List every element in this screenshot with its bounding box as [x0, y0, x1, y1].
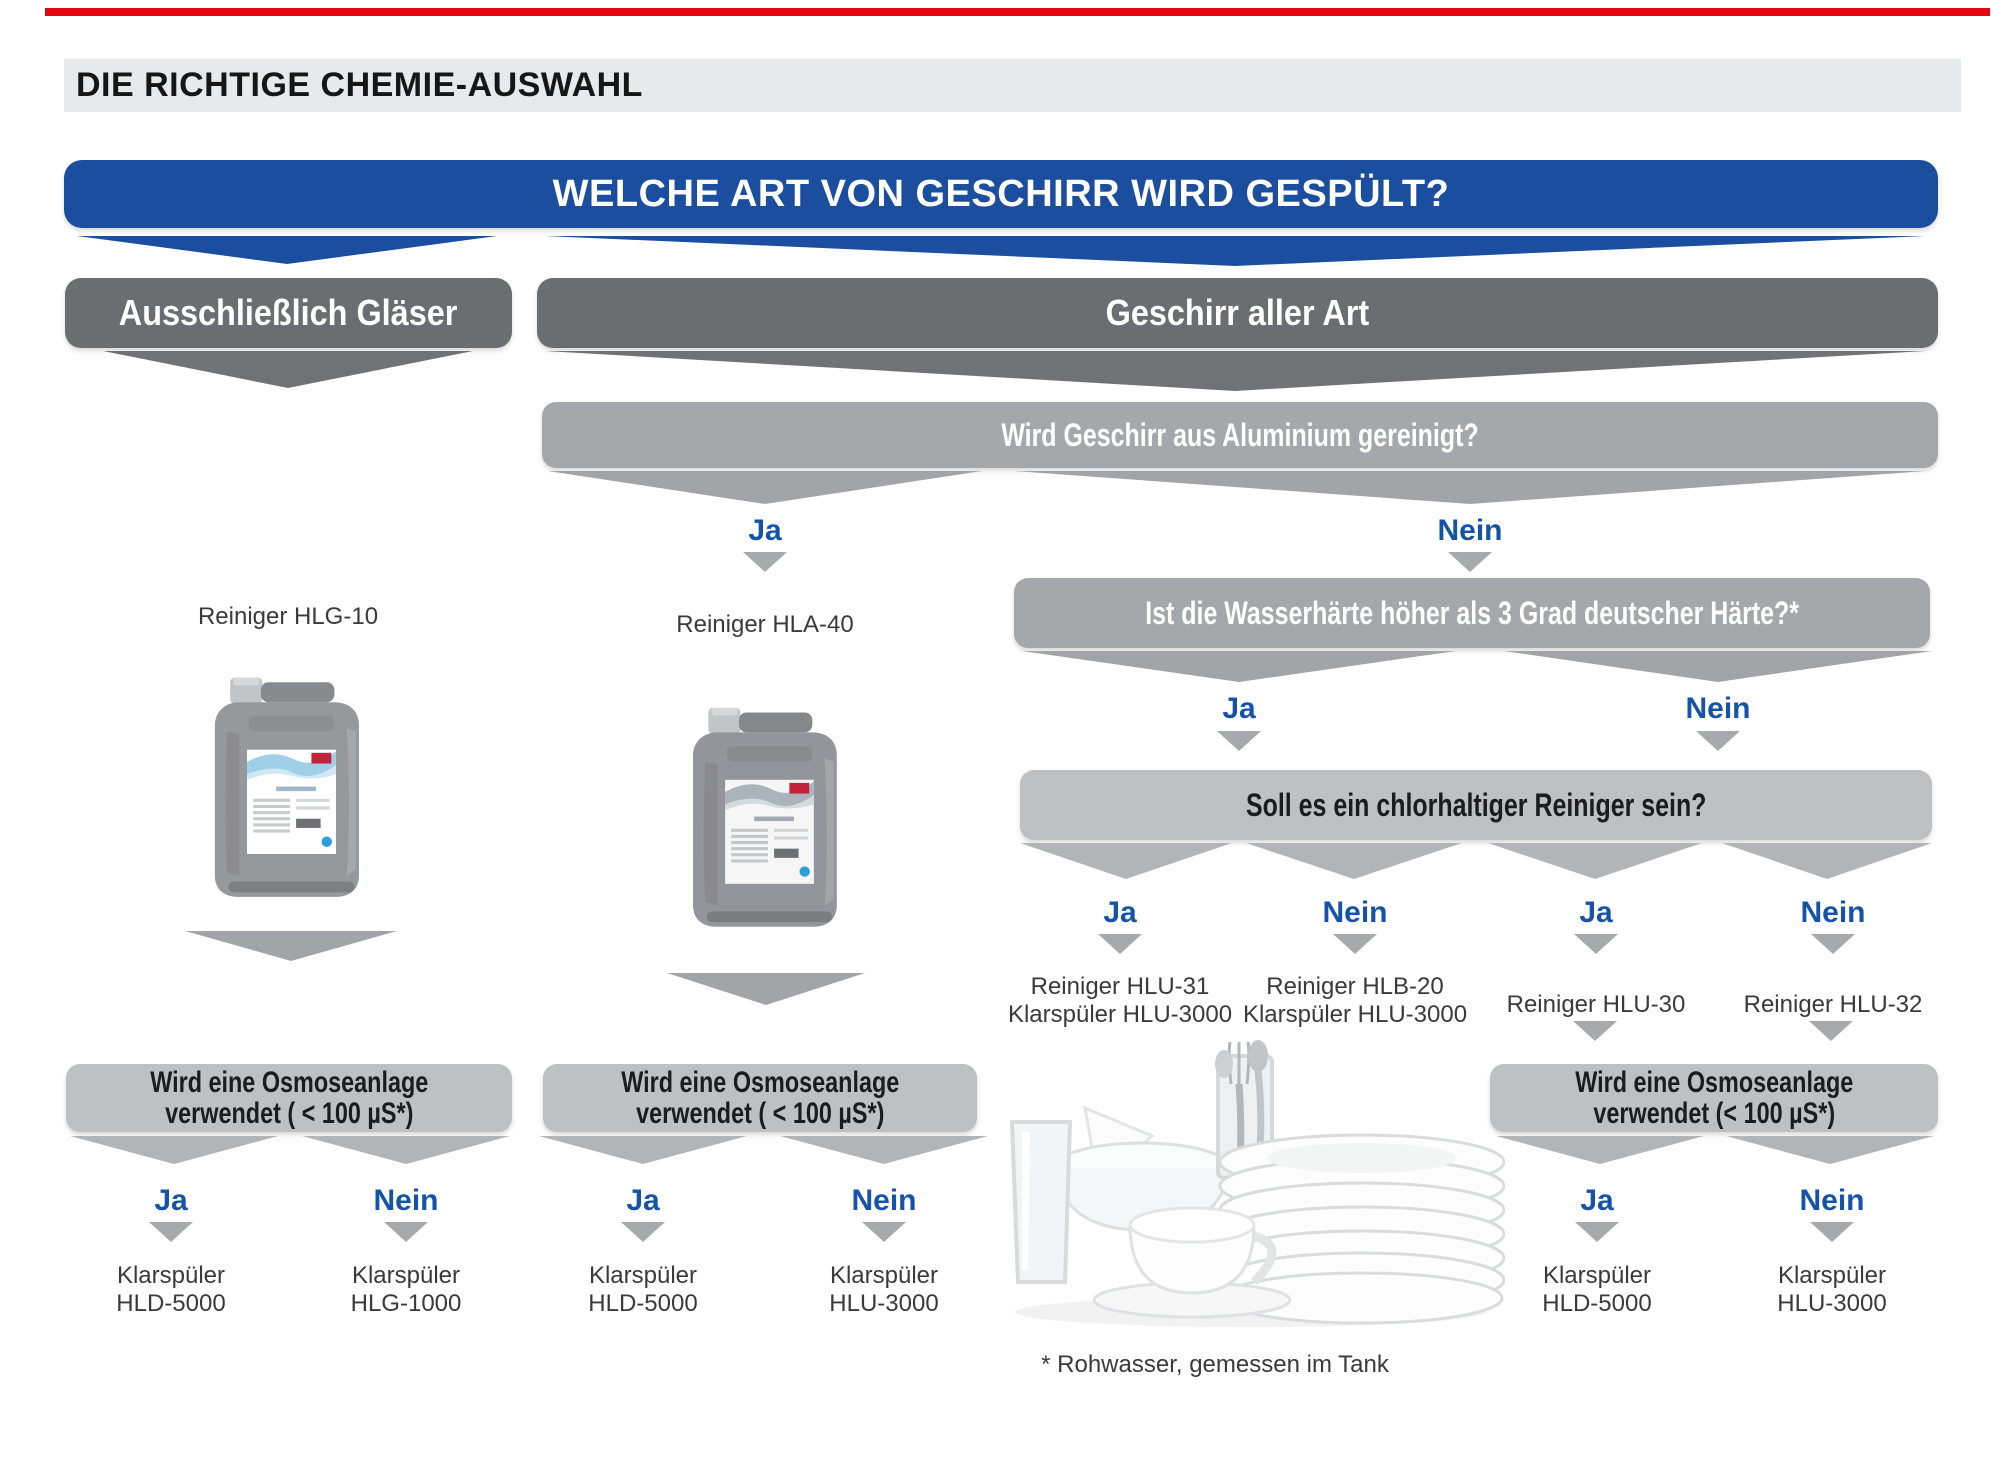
osmosis-line2: verwendet (< 100 µS*)	[1593, 1097, 1835, 1130]
osmosis-question-text	[150, 1067, 428, 1129]
result-line: Klarspüler	[1542, 1262, 1652, 1289]
question-aluminium-box	[542, 402, 1938, 468]
question-water-hardness-box	[1014, 578, 1930, 648]
flow-chevron-chlorine-4	[1722, 843, 1932, 879]
result-klarspueler	[46, 1262, 296, 1318]
canister-hla40-image	[693, 686, 846, 944]
flow-chevron-alu-ja	[548, 471, 982, 504]
down-arrow	[1696, 731, 1740, 751]
canister-hlg10-image	[214, 670, 369, 900]
down-arrow	[621, 1222, 665, 1242]
down-arrow	[1098, 934, 1142, 954]
ja-label: Ja	[1580, 1184, 1614, 1217]
down-arrow	[1575, 1222, 1619, 1242]
flow-chevron-hardness-nein	[1504, 651, 1932, 682]
page-header-bar	[64, 59, 1961, 112]
result-line: HLD-5000	[1542, 1290, 1652, 1317]
question-aluminium-text: Wird Geschirr aus Aluminium gereinigt?	[1001, 416, 1479, 453]
ja-label: Ja	[154, 1184, 188, 1217]
flow-chevron-glasses	[103, 351, 473, 388]
result-line: HLU-3000	[1777, 1290, 1887, 1317]
result-line: HLD-5000	[116, 1290, 226, 1317]
nein-label: Nein	[1799, 1184, 1865, 1217]
result-line: HLD-5000	[588, 1290, 698, 1317]
flow-chevron-hlg10	[185, 931, 397, 961]
osmosis-line1: Wird eine Osmoseanlage	[620, 1066, 900, 1099]
down-arrow	[862, 1222, 906, 1242]
flow-chevron-alu-nein	[1014, 471, 1926, 504]
down-arrow	[1217, 731, 1261, 751]
ja-label: Ja	[626, 1184, 660, 1217]
footnote: * Rohwasser, gemessen im Tank	[1041, 1351, 1389, 1378]
nein-label: Nein	[373, 1184, 439, 1217]
flow-chevron-osmosis	[302, 1136, 510, 1164]
down-arrow	[149, 1222, 193, 1242]
osmosis-line1: Wird eine Osmoseanlage	[149, 1066, 429, 1099]
ja-label: Ja	[1579, 896, 1613, 929]
osmosis-question-box-3	[1490, 1064, 1938, 1132]
ja-label: Ja	[748, 514, 782, 547]
product-label-hlg10: Reiniger HLG-10	[197, 603, 379, 630]
down-arrow	[1811, 934, 1855, 954]
result-line: HLU-3000	[829, 1290, 939, 1317]
result-hlu32: Reiniger HLU-32	[1743, 991, 1923, 1018]
result-line: Reiniger HLU-31	[1030, 973, 1210, 1000]
flow-chevron-osmosis	[70, 1136, 278, 1164]
flow-chevron-banner-left	[77, 236, 497, 264]
question-chlorine-box	[1020, 770, 1932, 840]
branch-all-dishes-box	[537, 278, 1938, 348]
dishes-photo	[1000, 1040, 1505, 1338]
result-line: HLG-1000	[350, 1290, 462, 1317]
result-line: Reiniger HLB-20	[1266, 973, 1444, 1000]
result-line: Klarspüler	[351, 1262, 461, 1289]
flow-chevron-chlorine-3	[1488, 843, 1702, 879]
branch-all-dishes-text: Geschirr aller Art	[1105, 292, 1370, 333]
flow-chevron-osmosis	[780, 1136, 988, 1164]
branch-glasses-text: Ausschließlich Gläser	[119, 292, 458, 333]
flow-chevron-chlorine-1	[1020, 843, 1232, 879]
osmosis-line1: Wird eine Osmoseanlage	[1574, 1066, 1854, 1099]
ja-label: Ja	[1103, 896, 1137, 929]
result-line: Klarspüler	[829, 1262, 939, 1289]
down-arrow	[1810, 1222, 1854, 1242]
osmosis-question-text	[621, 1067, 899, 1129]
ja-label: Ja	[1222, 692, 1256, 725]
result-klarspueler	[1472, 1262, 1722, 1318]
question-water-hardness-text: Ist die Wasserhärte höher als 3 Grad deutscher Härte?*	[1145, 594, 1799, 631]
osmosis-question-text	[1575, 1067, 1853, 1129]
down-arrow	[384, 1222, 428, 1242]
nein-label: Nein	[1437, 514, 1503, 547]
nein-label: Nein	[1685, 692, 1751, 725]
result-line: Klarspüler	[116, 1262, 226, 1289]
nein-label: Nein	[1800, 896, 1866, 929]
osmosis-question-box-1	[66, 1064, 512, 1132]
down-arrow	[743, 552, 787, 572]
result-line: Klarspüler	[588, 1262, 698, 1289]
result-hlu30: Reiniger HLU-30	[1506, 991, 1686, 1018]
nein-label: Nein	[851, 1184, 917, 1217]
osmosis-line2: verwendet ( < 100 µS*)	[164, 1097, 414, 1130]
result-klarspueler	[518, 1262, 768, 1318]
page-title: DIE RICHTIGE CHEMIE-AUSWAHL	[76, 66, 643, 104]
flow-chevron-banner-right	[545, 236, 1925, 266]
question-dish-type-banner	[64, 160, 1938, 228]
flow-chevron-all-dishes	[545, 351, 1925, 391]
product-label-hla40: Reiniger HLA-40	[676, 611, 854, 638]
down-arrow	[1574, 934, 1618, 954]
nein-label: Nein	[1322, 896, 1388, 929]
result-klarspueler	[759, 1262, 1009, 1318]
result-klarspueler	[281, 1262, 531, 1318]
down-arrow	[1809, 1021, 1853, 1041]
down-arrow	[1573, 1021, 1617, 1041]
flow-chevron-hardness-ja	[1022, 651, 1456, 682]
top-accent-bar	[45, 8, 1990, 16]
osmosis-question-box-2	[543, 1064, 977, 1132]
down-arrow	[1333, 934, 1377, 954]
branch-glasses-box	[65, 278, 512, 348]
osmosis-line2: verwendet ( < 100 µS*)	[635, 1097, 885, 1130]
flow-chevron-hla40	[667, 973, 865, 1005]
down-arrow	[1448, 552, 1492, 572]
flow-chevron-chlorine-2	[1246, 843, 1462, 879]
result-line: Klarspüler HLU-3000	[1007, 1001, 1233, 1028]
question-chlorine-text: Soll es ein chlorhaltiger Reiniger sein?	[1245, 786, 1707, 823]
result-line: Klarspüler	[1777, 1262, 1887, 1289]
result-klarspueler	[1707, 1262, 1957, 1318]
flow-chevron-osmosis	[1496, 1136, 1704, 1164]
flow-chevron-osmosis	[1726, 1136, 1934, 1164]
question-dish-type-text: WELCHE ART VON GESCHIRR WIRD GESPÜLT?	[552, 172, 1450, 215]
flow-chevron-osmosis	[539, 1136, 747, 1164]
result-line: Klarspüler HLU-3000	[1242, 1001, 1468, 1028]
